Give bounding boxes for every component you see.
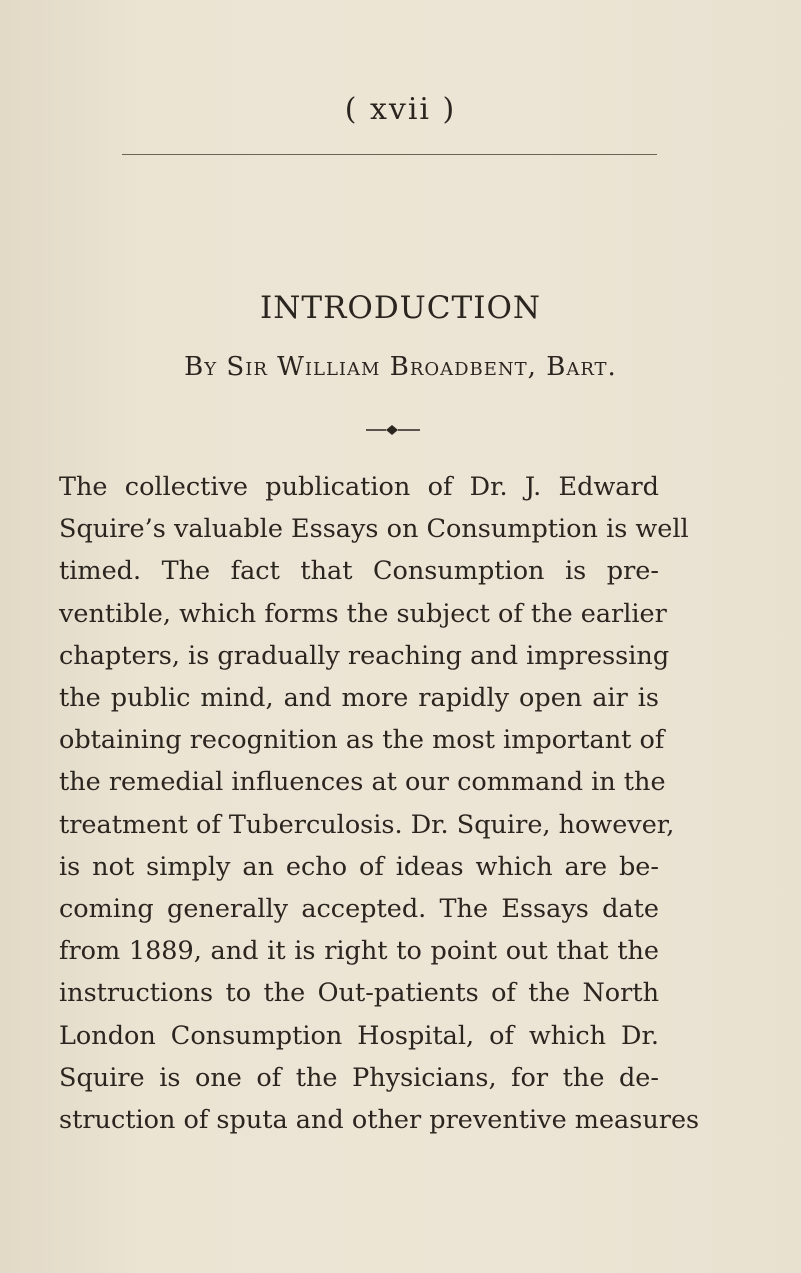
body-line: from 1889, and it is right to point out that the [59,936,659,967]
body-line: struction of sputa and other preventive measures [59,1105,700,1136]
body-line: coming generally accepted. The Essays date [59,894,659,925]
body-line: treatment of Tuberculosis. Dr. Squire, however, [59,809,675,840]
author-byline: By Sir William Broadbent, Bart. [184,352,617,382]
header-rule [122,154,657,155]
body-line: chapters, is gradually reaching and impressing [59,640,670,671]
page-number: ( xvii ) [344,92,457,127]
ornament-divider-icon [364,420,424,440]
body-line: the public mind, and more rapidly open air is [59,683,659,714]
body-line: Squire is one of the Physicians, for the de- [59,1062,659,1093]
body-line: The collective publication of Dr. J. Edward [59,472,659,502]
body-line: Squire’s valuable Essays on Consumption is well [59,514,689,545]
body-line: is not simply an echo of ideas which are be- [59,851,659,882]
body-line: the remedial influences at our command in the [59,767,666,798]
body-line: London Consumption Hospital, of which Dr. [59,1020,659,1051]
body-paragraph [59,466,700,1141]
chapter-heading: INTRODUCTION [260,290,541,326]
body-line: obtaining recognition as the most important of [59,725,665,756]
body-line: instructions to the Out-patients of the North [59,978,659,1009]
body-line: ventible, which forms the subject of the earlier [59,598,667,629]
body-line: timed. The fact that Consumption is pre- [59,556,659,587]
